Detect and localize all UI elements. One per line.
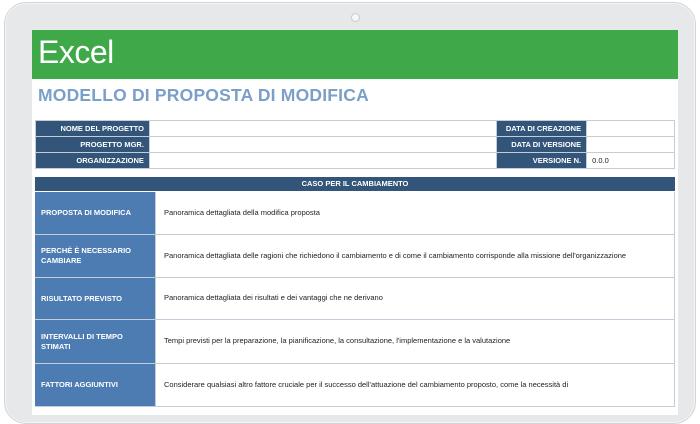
case-row <box>35 192 675 235</box>
creation-date-cell[interactable] <box>587 121 675 137</box>
row-description-cell[interactable]: Considerare qualsiasi altro fattore cruciale per il successo dell'attuazione del cambiamento proposto, come la necessità di <box>156 364 675 406</box>
project-mgr-label: PROGETTO MGR. <box>36 137 150 153</box>
case-section-header: CASO PER IL CAMBIAMENTO <box>35 177 675 191</box>
case-row <box>35 364 675 407</box>
row-label: PERCHÉ È NECESSARIO CAMBIARE <box>35 235 156 277</box>
organization-label: ORGANIZZAZIONE <box>36 153 150 169</box>
row-label: PROPOSTA DI MODIFICA <box>35 192 156 234</box>
device-frame <box>4 2 696 424</box>
case-row <box>35 235 675 278</box>
project-mgr-cell[interactable] <box>149 137 496 153</box>
version-date-label: DATA DI VERSIONE <box>497 137 587 153</box>
screen <box>32 30 678 415</box>
info-row <box>36 121 675 137</box>
info-row <box>36 137 675 153</box>
row-description-cell[interactable]: Panoramica dettagliata delle ragioni che richiedono il cambiamento e di come il cambiamento corrisponde alla missione dell'organizzazione <box>156 235 675 277</box>
document-title: MODELLO DI PROPOSTA DI MODIFICA <box>38 85 369 105</box>
project-info-table <box>35 120 675 169</box>
row-label: RISULTATO PREVISTO <box>35 278 156 319</box>
version-no-cell[interactable]: 0.0.0 <box>587 153 675 169</box>
project-name-label: NOME DEL PROGETTO <box>36 121 150 137</box>
camera-icon <box>351 13 360 22</box>
row-description-cell[interactable]: Tempi previsti per la preparazione, la pianificazione, la consultazione, l'implementazione e la valutazione <box>156 320 675 363</box>
creation-date-label: DATA DI CREAZIONE <box>497 121 587 137</box>
case-row <box>35 320 675 364</box>
case-rows <box>35 192 675 407</box>
version-date-cell[interactable] <box>587 137 675 153</box>
row-label: INTERVALLI DI TEMPO STIMATI <box>35 320 156 363</box>
info-row <box>36 153 675 169</box>
row-description-cell[interactable]: Panoramica dettagliata della modifica proposta <box>156 192 675 234</box>
app-name: Excel <box>38 34 114 70</box>
project-name-cell[interactable] <box>149 121 496 137</box>
organization-cell[interactable] <box>149 153 496 169</box>
row-description-cell[interactable]: Panoramica dettagliata dei risultati e dei vantaggi che ne derivano <box>156 278 675 319</box>
row-label: FATTORI AGGIUNTIVI <box>35 364 156 406</box>
case-row <box>35 278 675 320</box>
app-banner <box>32 30 678 79</box>
version-no-label: VERSIONE N. <box>497 153 587 169</box>
